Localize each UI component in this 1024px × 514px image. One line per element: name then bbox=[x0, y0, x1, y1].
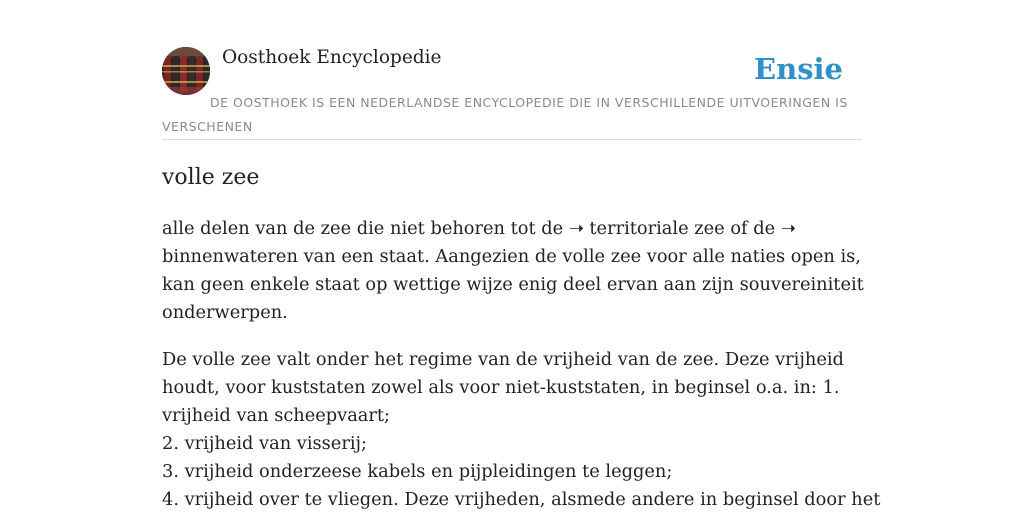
paragraph-line: De volle zee valt onder het regime van de vrijheid van de zee. Deze vrijheid bbox=[162, 349, 844, 370]
paragraph-line: vrijheid van scheepvaart; bbox=[162, 405, 391, 426]
avatar[interactable] bbox=[162, 47, 210, 95]
paragraph-line: 4. vrijheid over te vliegen. Deze vrijheden, alsmede andere in beginsel door het bbox=[162, 489, 881, 510]
text-segment: alle delen van de zee die niet behoren tot de bbox=[162, 218, 569, 239]
arrow-icon: ➝ bbox=[780, 218, 796, 239]
article-paragraph-2 bbox=[162, 346, 881, 514]
text-segment: van een staat. Aangezien de volle zee voor alle naties open is, bbox=[297, 246, 861, 267]
books-icon bbox=[162, 47, 210, 95]
paragraph-line: kan geen enkele staat op wettige wijze enig deel ervan aan zijn souvereiniteit bbox=[162, 274, 864, 295]
link-binnenwateren[interactable]: binnenwateren bbox=[162, 246, 298, 267]
article-paragraph-1 bbox=[162, 215, 862, 327]
link-territoriale-zee[interactable]: territoriale zee bbox=[583, 218, 725, 239]
site-tagline: DE OOSTHOEK IS EEN NEDERLANDSE ENCYCLOPEDIE DIE IN VERSCHILLENDE UITVOERINGEN IS VERSCHENEN bbox=[162, 95, 848, 134]
paragraph-line bbox=[162, 215, 862, 243]
paragraph-line bbox=[162, 243, 862, 271]
site-title[interactable]: Oosthoek Encyclopedie bbox=[222, 47, 442, 68]
paragraph-line: houdt, voor kuststaten zowel als voor niet-kuststaten, in beginsel o.a. in: 1. bbox=[162, 377, 840, 398]
brand-logo[interactable]: Ensie bbox=[754, 52, 843, 86]
paragraph-line: onderwerpen. bbox=[162, 302, 288, 323]
paragraph-line: 2. vrijheid van visserij; bbox=[162, 433, 368, 454]
page-title: volle zee bbox=[162, 165, 260, 190]
paragraph-line: 3. vrijheid onderzeese kabels en pijpleidingen te leggen; bbox=[162, 461, 673, 482]
arrow-icon: ➝ bbox=[568, 218, 584, 239]
site-header bbox=[162, 46, 862, 140]
text-segment: of de bbox=[724, 218, 781, 239]
article bbox=[162, 162, 881, 514]
